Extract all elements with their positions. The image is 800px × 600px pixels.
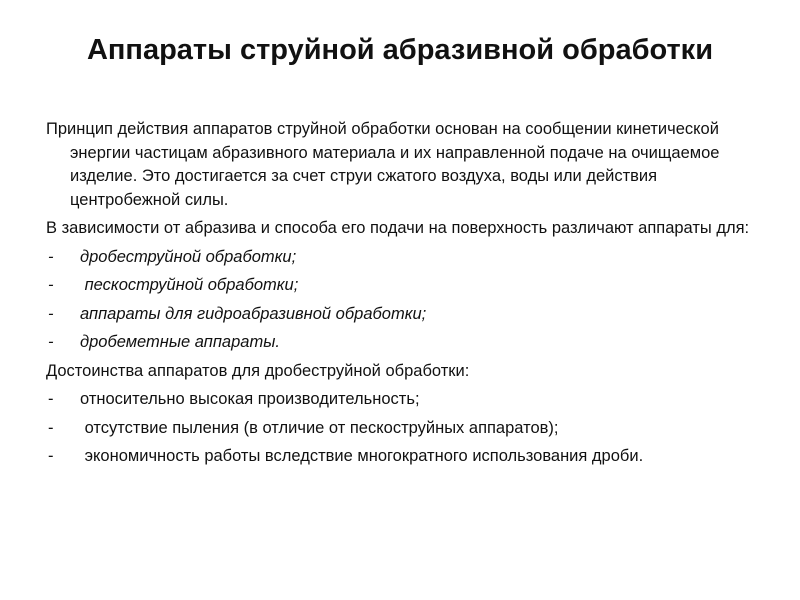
types-intro: В зависимости от абразива и способа его подачи на поверхность различают аппараты для: bbox=[46, 219, 750, 237]
list-item-text: пескоструйной обработки; bbox=[80, 276, 299, 294]
list-item bbox=[46, 445, 756, 469]
list-item bbox=[46, 274, 756, 298]
list-item bbox=[46, 246, 756, 270]
intro-paragraph: Принцип действия аппаратов струйной обработки основан на сообщении кинетической энергии частицам абразивного материала и их направленной подаче на очищаемое изделие. Это достигается за счет струи сжатого воздуха, воды или действия центробежной силы. bbox=[46, 120, 720, 209]
bullet-marker: - bbox=[48, 333, 54, 351]
list-item bbox=[46, 417, 756, 441]
bullet-marker: - bbox=[48, 276, 54, 294]
list-item-text: относительно высокая производительность; bbox=[80, 390, 420, 408]
list-item-text: отсутствие пыления (в отличие от пескоструйных аппаратов); bbox=[80, 418, 559, 437]
bullet-marker: - bbox=[48, 390, 54, 408]
list-item-text: экономичность работы вследствие многократного использования дроби. bbox=[80, 447, 644, 465]
bullet-marker: - bbox=[48, 304, 54, 323]
types-list bbox=[46, 246, 756, 355]
list-item bbox=[46, 331, 756, 355]
list-item bbox=[46, 303, 756, 327]
advantages-list bbox=[46, 388, 756, 469]
slide-content bbox=[46, 118, 756, 474]
advantages-intro: Достоинства аппаратов для дробеструйной обработки: bbox=[46, 361, 470, 380]
bullet-marker: - bbox=[48, 247, 54, 266]
bullet-marker: - bbox=[48, 447, 54, 465]
bullet-marker: - bbox=[48, 418, 54, 437]
list-item-text: дробеметные аппараты. bbox=[80, 333, 280, 351]
slide-title: Аппараты струйной абразивной обработки bbox=[86, 34, 714, 66]
list-item bbox=[46, 388, 756, 412]
list-item-text: дробеструйной обработки; bbox=[80, 247, 297, 266]
list-item-text: аппараты для гидроабразивной обработки; bbox=[80, 304, 427, 323]
